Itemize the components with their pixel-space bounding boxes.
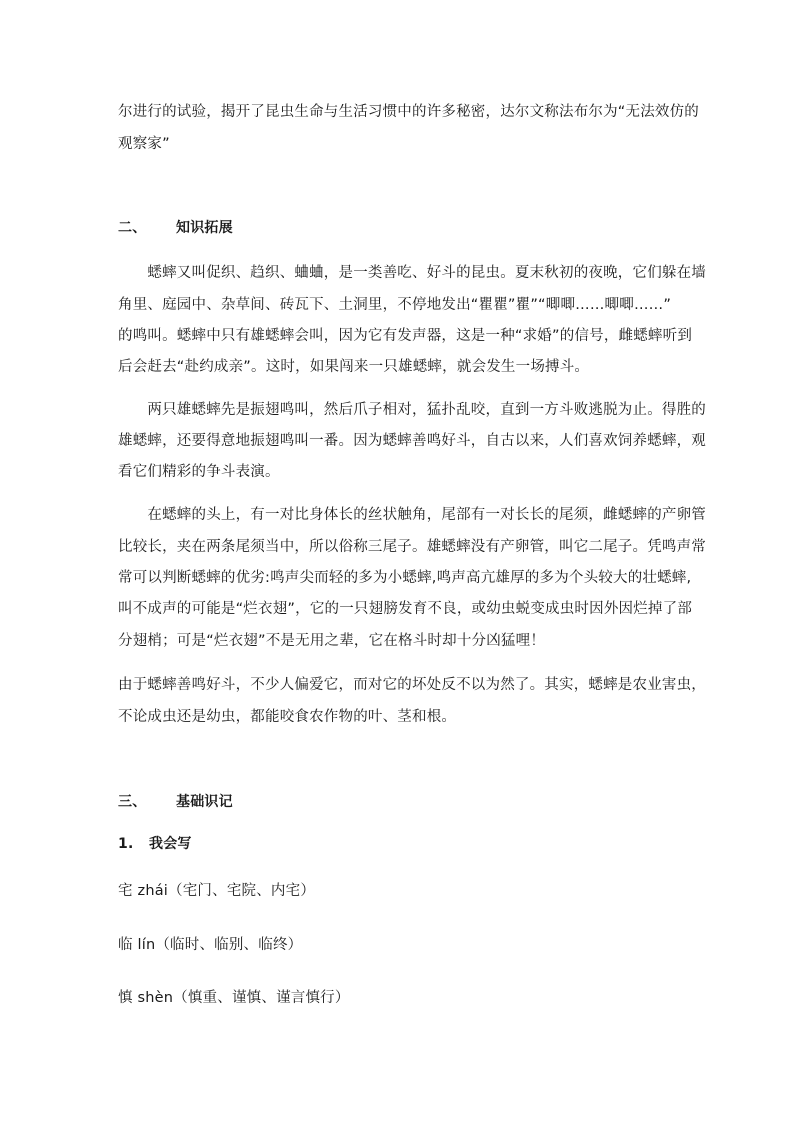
paragraph-4-line-1: 由于蟋蟀善鸣好斗，不少人偏爱它，而对它的坏处反不以为然了。其实，蟋蟀是农业害虫，: [118, 677, 706, 693]
intro-line-2: 观察家”: [118, 136, 170, 152]
paragraph-1-line-1: 蟋蟀又叫促织、趋织、蛐蛐，是一类善吃、好斗的昆虫。夏末秋初的夜晚，它们躲在墙: [118, 265, 706, 281]
paragraph-1-line-3: 的鸣叫。蟋蟀中只有雄蟋蟀会叫，因为它有发声器，这是一种“求婚”的信号，雌蟋蟀听到: [118, 328, 693, 344]
section-3-heading: [118, 792, 678, 812]
section-2-heading: [118, 218, 678, 238]
paragraph-4-line-2: 不论成虫还是幼虫，都能咬食农作物的叶、茎和根。: [118, 709, 457, 725]
paragraph-3-line-1: 在蟋蟀的头上，有一对比身体长的丝状触角，尾部有一对长长的尾须，雌蟋蟀的产卵管: [118, 507, 706, 523]
word-entry-zhai: 宅 zhái（宅门、宅院、内宅）: [118, 883, 316, 899]
section-2-title: 知识拓展: [176, 220, 233, 236]
word-entry-shen: 慎 shèn（慎重、谨慎、谨言慎行）: [118, 990, 350, 1006]
word-entry-lin: 临 lín（临时、临别、临终）: [118, 937, 303, 953]
subsection-1-heading: [118, 834, 678, 854]
paragraph-3-line-4: 叫不成声的可能是“烂衣翅”，它的一只翅膀发育不良，或幼虫蜕变成虫时因外因烂掉了部: [118, 601, 693, 617]
subsection-1-title: 我会写: [149, 836, 192, 852]
paragraph-2-line-2: 雄蟋蟀，还要得意地振翅鸣叫一番。因为蟋蟀善鸣好斗，自古以来，人们喜欢饲养蟋蟀，观: [118, 433, 706, 449]
paragraph-3-line-2: 比较长，夹在两条尾须当中，所以俗称三尾子。雄蟋蟀没有产卵管，叫它二尾子。凭鸣声常: [118, 539, 706, 555]
intro-line-1: 尔进行的试验，揭开了昆虫生命与生活习惯中的许多秘密，达尔文称法布尔为“无法效仿的: [118, 104, 700, 120]
section-3-number: 三、: [118, 794, 147, 810]
section-2-number: 二、: [118, 220, 147, 236]
paragraph-1-line-2: 角里、庭园中、杂草间、砖瓦下、土洞里，不停地发出“瞿瞿”瞿”“唧唧……唧唧……”: [118, 297, 672, 313]
paragraph-1-line-4: 后会赶去“赴约成亲”。这时，如果闯来一只雄蟋蟀，就会发生一场搏斗。: [118, 359, 590, 375]
paragraph-3-line-3: 常可以判断蟋蟀的优劣:鸣声尖而轻的多为小蟋蟀,鸣声高亢雄厚的多为个头较大的壮蟋蟀,: [118, 570, 692, 586]
section-3-title: 基础识记: [176, 794, 233, 810]
paragraph-3-line-5: 分翅梢；可是“烂衣翅”不是无用之辈，它在格斗时却十分凶猛哩！: [118, 633, 546, 649]
paragraph-2-line-1: 两只雄蟋蟀先是振翅鸣叫，然后爪子相对，猛扑乱咬，直到一方斗败逃脱为止。得胜的: [118, 402, 706, 418]
paragraph-2-line-3: 看它们精彩的争斗表演。: [118, 464, 280, 480]
subsection-1-number: 1.: [118, 836, 134, 852]
